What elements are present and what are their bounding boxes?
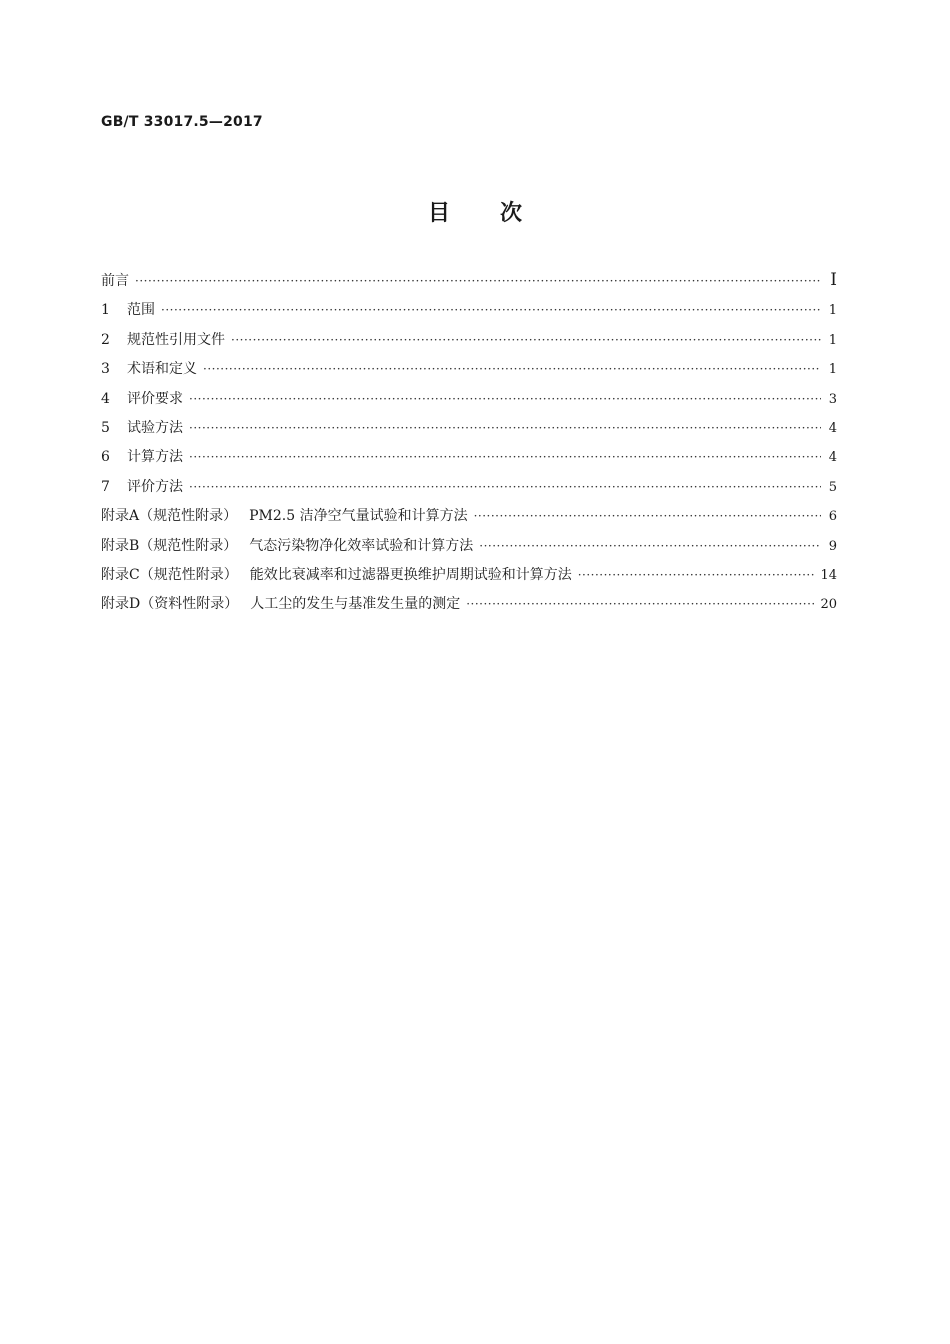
dot-leader	[189, 421, 821, 435]
toc-entry-label: PM2.5 洁净空气量试验和计算方法	[249, 508, 468, 525]
toc-entry-number: 7	[101, 478, 110, 495]
dot-leader	[578, 568, 815, 582]
toc-annex-prefix: 附录D（资料性附录）	[101, 596, 239, 613]
dot-leader	[189, 392, 821, 406]
toc-annex-prefix: 附录C（规范性附录）	[101, 566, 238, 583]
toc-entry-7[interactable]	[101, 476, 837, 505]
toc-entry-page: 5	[828, 479, 837, 495]
toc-entry-label: 规范性引用文件	[127, 331, 225, 348]
toc-entry-page: 1	[828, 362, 837, 378]
toc-entry-page: 1	[828, 303, 837, 319]
toc-entry-annex-d[interactable]	[101, 593, 837, 622]
toc-entry-page: 4	[828, 450, 837, 466]
dot-leader	[203, 362, 821, 376]
toc-entry-page: 6	[828, 509, 837, 525]
toc-annex-prefix: 附录B（规范性附录）	[101, 537, 238, 554]
toc-entry-number: 6	[101, 449, 110, 466]
dot-leader	[135, 274, 821, 288]
toc-entry-3[interactable]	[101, 358, 837, 387]
dot-leader	[231, 333, 821, 347]
toc-entry-foreword[interactable]	[101, 270, 837, 299]
toc-entry-number: 2	[101, 331, 110, 348]
toc-entry-page: 4	[828, 420, 837, 436]
toc-entry-page: 1	[828, 332, 837, 348]
toc-entry-page: 9	[828, 538, 837, 554]
toc-entry-2[interactable]	[101, 329, 837, 358]
toc-entry-page: Ⅰ	[830, 270, 837, 290]
toc-entry-label: 范围	[127, 302, 155, 319]
standard-number: GB/T 33017.5—2017	[101, 114, 263, 130]
toc-entry-number: 5	[101, 419, 110, 436]
dot-leader	[161, 303, 821, 317]
table-of-contents	[101, 270, 837, 623]
toc-annex-prefix: 附录A（规范性附录）	[101, 508, 238, 525]
toc-entry-page: 20	[820, 597, 837, 613]
dot-leader	[466, 597, 814, 611]
toc-entry-annex-c[interactable]	[101, 564, 837, 593]
page-title: 目次	[427, 201, 572, 226]
toc-entry-label: 试验方法	[127, 419, 183, 436]
dot-leader	[189, 480, 821, 494]
toc-entry-page: 3	[828, 391, 837, 407]
dot-leader	[479, 539, 821, 553]
toc-entry-number: 3	[101, 361, 110, 378]
toc-entry-label: 计算方法	[127, 449, 183, 466]
toc-entry-label: 评价要求	[127, 390, 183, 407]
toc-entry-label: 前言	[101, 273, 129, 289]
dot-leader	[474, 509, 821, 523]
toc-entry-5[interactable]	[101, 417, 837, 446]
toc-entry-label: 术语和定义	[127, 361, 197, 378]
toc-entry-label: 人工尘的发生与基准发生量的测定	[250, 596, 461, 613]
toc-entry-number: 4	[101, 390, 110, 407]
toc-entry-label: 气态污染物净化效率试验和计算方法	[249, 537, 474, 554]
toc-entry-label: 评价方法	[127, 478, 183, 495]
toc-entry-page: 14	[820, 567, 837, 583]
toc-entry-number: 1	[101, 302, 110, 319]
toc-entry-6[interactable]	[101, 446, 837, 475]
toc-entry-4[interactable]	[101, 388, 837, 417]
toc-entry-annex-a[interactable]	[101, 505, 837, 534]
dot-leader	[189, 450, 821, 464]
toc-entry-1[interactable]	[101, 299, 837, 328]
toc-entry-label: 能效比衰减率和过滤器更换维护周期试验和计算方法	[249, 566, 572, 583]
toc-entry-annex-b[interactable]	[101, 535, 837, 564]
